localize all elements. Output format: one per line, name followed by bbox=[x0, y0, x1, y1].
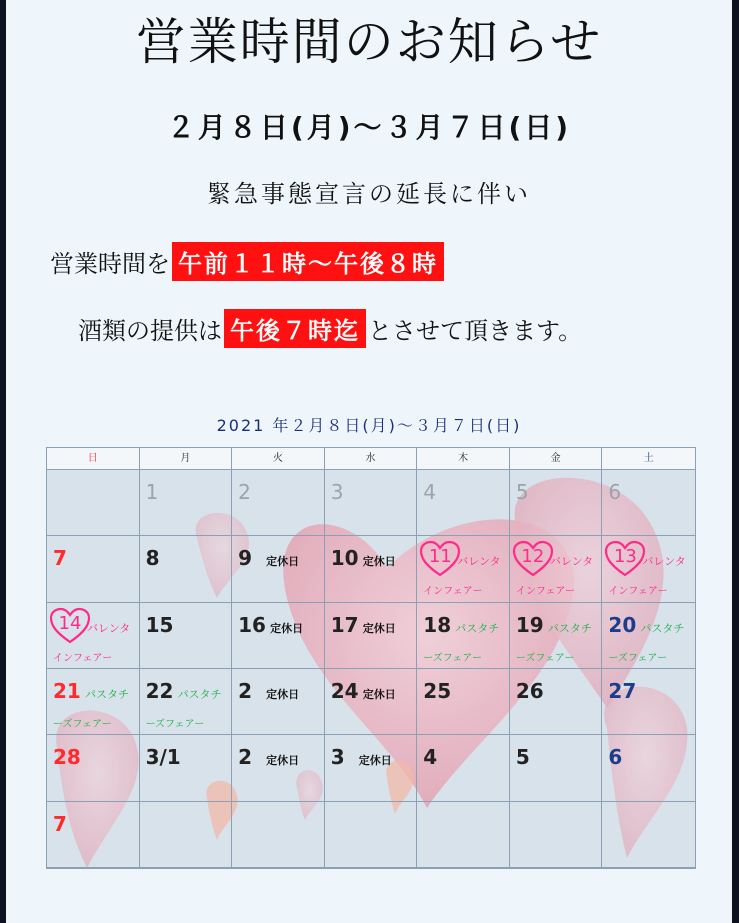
day-number: 21 bbox=[53, 679, 81, 703]
day-number: 15 bbox=[145, 612, 174, 637]
day-note-continued: ーズフェアー bbox=[53, 719, 112, 730]
heart-date-badge bbox=[512, 540, 554, 578]
calendar-day-cell bbox=[140, 735, 233, 801]
calendar-day-cell bbox=[47, 802, 140, 868]
weekday-header-wed: 水 bbox=[325, 448, 418, 470]
day-number: 3 bbox=[330, 480, 344, 504]
day-number: 27 bbox=[608, 679, 637, 703]
calendar-day-cell bbox=[417, 470, 510, 536]
calendar-day-cell bbox=[510, 470, 603, 536]
notice-line-2 bbox=[50, 242, 446, 281]
calendar-day-cell bbox=[140, 603, 233, 669]
calendar-day-cell bbox=[602, 536, 695, 602]
calendar-day-cell bbox=[602, 802, 695, 868]
calendar-day-cell bbox=[232, 603, 325, 669]
day-number: 24 bbox=[330, 679, 359, 703]
calendar-day-cell bbox=[140, 470, 233, 536]
day-number: 10 bbox=[330, 546, 359, 571]
calendar-day-cell bbox=[510, 603, 603, 669]
day-note: パスタチ bbox=[547, 621, 592, 635]
day-number: 4 bbox=[423, 745, 438, 770]
calendar-day-cell bbox=[325, 603, 418, 669]
hours-prefix: 営業時間を bbox=[50, 250, 170, 278]
calendar-day-cell bbox=[602, 669, 695, 735]
heart-date-badge bbox=[604, 540, 646, 578]
alcohol-suffix: とさせて頂きます。 bbox=[368, 317, 583, 345]
calendar-day-cell bbox=[232, 735, 325, 801]
day-number: 8 bbox=[145, 546, 160, 571]
calendar-day-cell bbox=[140, 669, 233, 735]
day-note-continued: インフェアー bbox=[423, 586, 483, 598]
day-note-continued: インフェアー bbox=[608, 586, 668, 598]
day-note: バレンタ bbox=[642, 555, 686, 569]
calendar-day-cell bbox=[417, 603, 510, 669]
calendar-day-cell bbox=[232, 536, 325, 602]
alcohol-prefix: 酒類の提供は bbox=[78, 317, 222, 345]
calendar-day-cell bbox=[417, 735, 510, 801]
day-number: 26 bbox=[515, 679, 544, 703]
day-number: 18 bbox=[423, 612, 452, 637]
day-number: 19 bbox=[515, 612, 544, 637]
day-note: 定休日 bbox=[266, 688, 300, 701]
day-number: 2 bbox=[238, 480, 251, 504]
calendar-day-cell bbox=[47, 735, 140, 801]
calendar-day-cell bbox=[47, 536, 140, 602]
calendar-day-cell bbox=[417, 802, 510, 868]
day-note-continued: ーズフェアー bbox=[608, 652, 668, 664]
heart-date-badge bbox=[49, 607, 91, 645]
day-note: パスタチ bbox=[640, 621, 685, 635]
day-note: パスタチ bbox=[177, 688, 222, 701]
calendar-day-cell bbox=[47, 669, 140, 735]
calendar-day-cell bbox=[325, 802, 418, 868]
day-note: 定休日 bbox=[266, 555, 300, 569]
calendar bbox=[46, 447, 696, 869]
calendar-day-cell bbox=[47, 603, 140, 669]
notice-line-3 bbox=[78, 309, 582, 348]
day-note-continued: ーズフェアー bbox=[145, 719, 205, 730]
calendar-day-cell bbox=[602, 735, 695, 801]
day-number: 2 bbox=[238, 679, 253, 703]
day-number: 7 bbox=[53, 811, 67, 836]
alcohol-time-highlight: 午後７時迄 bbox=[224, 309, 366, 348]
day-number: 4 bbox=[423, 480, 437, 504]
day-note-continued: ーズフェアー bbox=[423, 652, 482, 664]
calendar-day-cell bbox=[510, 802, 603, 868]
heart-date-badge bbox=[419, 540, 461, 578]
day-number: 25 bbox=[423, 679, 452, 703]
day-note: 定休日 bbox=[270, 621, 304, 635]
calendar-day-cell bbox=[325, 669, 418, 735]
weekday-header-tue: 火 bbox=[232, 448, 325, 470]
calendar-day-cell bbox=[602, 470, 695, 536]
calendar-day-cell bbox=[602, 603, 695, 669]
calendar-day-cell bbox=[232, 669, 325, 735]
day-number: 5 bbox=[515, 480, 529, 504]
day-number: 16 bbox=[238, 612, 266, 637]
calendar-caption: 2021 年２月８日(月)～３月７日(日) bbox=[216, 416, 522, 435]
calendar-day-cell bbox=[140, 536, 233, 602]
weekday-header-fri: 金 bbox=[510, 448, 603, 470]
day-number: 12 bbox=[521, 546, 545, 568]
day-note-continued: インフェアー bbox=[515, 586, 576, 598]
weekday-header-thu: 木 bbox=[417, 448, 510, 470]
day-number: 1 bbox=[145, 480, 159, 504]
notice-page bbox=[6, 0, 732, 923]
day-note: 定休日 bbox=[266, 754, 300, 768]
day-number: 6 bbox=[608, 480, 622, 504]
business-hours-highlight: 午前１１時～午後８時 bbox=[172, 242, 444, 281]
day-note: 定休日 bbox=[362, 555, 396, 569]
weekday-header-sat: 土 bbox=[602, 448, 695, 470]
day-note: パスタチ bbox=[455, 621, 500, 635]
day-number: 14 bbox=[58, 612, 82, 634]
weekday-header-mon: 月 bbox=[140, 448, 233, 470]
day-note: 定休日 bbox=[362, 688, 396, 701]
day-number: 11 bbox=[428, 546, 452, 568]
day-note: バレンタ bbox=[457, 555, 501, 569]
business-period: ２月８日(月)～３月７日(日) bbox=[166, 111, 572, 144]
day-note: バレンタ bbox=[549, 555, 594, 569]
calendar-day-cell bbox=[140, 802, 233, 868]
day-number: 3 bbox=[330, 745, 345, 770]
calendar-day-cell bbox=[417, 669, 510, 735]
day-number: 2 bbox=[238, 745, 253, 770]
page-title: 営業時間のお知らせ bbox=[135, 13, 603, 71]
day-number: 17 bbox=[330, 612, 359, 637]
day-number: 22 bbox=[145, 679, 174, 703]
calendar-day-cell bbox=[510, 536, 603, 602]
day-number: 3/1 bbox=[145, 745, 181, 770]
day-note: バレンタ bbox=[87, 621, 131, 635]
notice-line-1: 緊急事態宣言の延長に伴い bbox=[207, 180, 531, 208]
calendar-day-cell bbox=[417, 536, 510, 602]
calendar-grid bbox=[47, 448, 695, 868]
calendar-day-cell bbox=[47, 470, 140, 536]
day-number: 13 bbox=[613, 546, 637, 568]
calendar-day-cell bbox=[325, 735, 418, 801]
day-number: 6 bbox=[608, 745, 623, 770]
day-number: 9 bbox=[238, 546, 253, 571]
day-note-continued: インフェアー bbox=[53, 652, 113, 664]
weekday-header-sun: 日 bbox=[47, 448, 140, 470]
calendar-day-cell bbox=[510, 735, 603, 801]
calendar-day-cell bbox=[325, 536, 418, 602]
day-note: パスタチ bbox=[85, 688, 129, 701]
calendar-day-cell bbox=[232, 802, 325, 868]
day-note: 定休日 bbox=[362, 621, 396, 635]
day-number: 20 bbox=[608, 612, 637, 637]
calendar-day-cell bbox=[325, 470, 418, 536]
day-number: 5 bbox=[515, 745, 530, 770]
day-note: 定休日 bbox=[358, 754, 392, 768]
day-number: 7 bbox=[53, 546, 67, 571]
day-note-continued: ーズフェアー bbox=[515, 652, 575, 664]
day-number: 28 bbox=[53, 745, 81, 770]
calendar-day-cell bbox=[510, 669, 603, 735]
calendar-day-cell bbox=[232, 470, 325, 536]
